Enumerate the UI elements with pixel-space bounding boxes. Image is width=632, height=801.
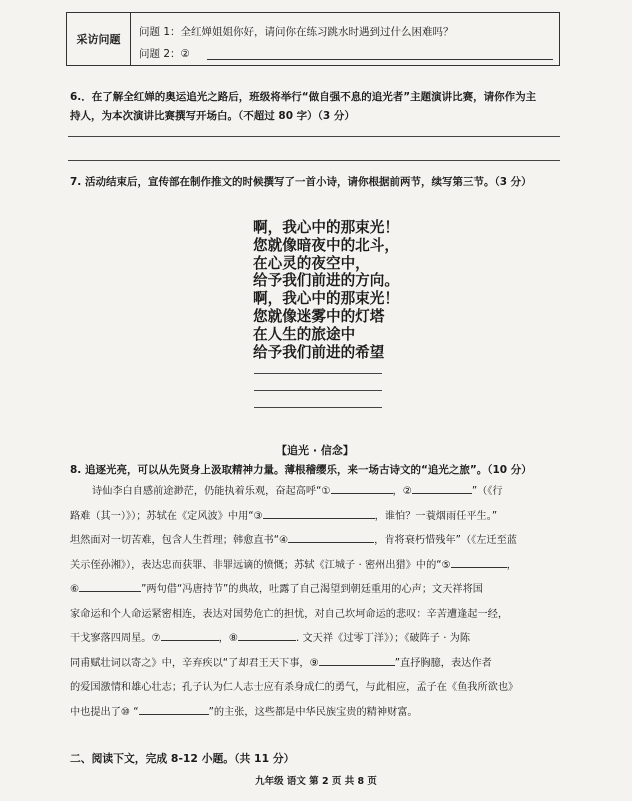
table-divider <box>130 13 131 65</box>
blank-4[interactable] <box>288 530 374 543</box>
interview-table <box>66 12 560 66</box>
q8-line: 路难（其一）》）；苏轼在《定风波》中用“③ ，谁怕？一蓑烟雨任平生。” <box>70 505 518 530</box>
question-8-body <box>70 480 518 725</box>
poem-line: 在人生的旅途中 <box>253 325 356 343</box>
poem-answer-line-1[interactable] <box>254 373 382 374</box>
q8-line: ⑥ ”两句借“冯唐持节”的典故，吐露了自己渴望到朝廷重用的心声；文天祥将国 <box>70 578 518 603</box>
q8-line: 坦然面对一切苦难，包含人生哲理；韩愈直书“④ ，肯将衰朽惜残年”（《左迁至蓝 <box>70 529 518 554</box>
blank-10[interactable] <box>139 702 209 715</box>
q8-line: 中也提出了⑩ “ ”的主张，这些都是中华民族宝贵的精神财富。 <box>70 701 518 726</box>
question-2-answer-line[interactable] <box>207 59 553 60</box>
blank-8[interactable] <box>238 628 296 641</box>
part-2-heading: 二、阅读下文，完成 8-12 小题。（共 11 分） <box>70 752 295 765</box>
poem <box>253 219 399 361</box>
q6-answer-line-2[interactable] <box>68 160 560 161</box>
poem-answer-line-2[interactable] <box>254 390 382 391</box>
section-title: 【追光 · 信念】 <box>276 444 354 457</box>
interview-question-1: 问题 1：全红婵姐姐你好，请问你在练习跳水时遇到过什么困难吗？ <box>139 26 454 38</box>
blank-5[interactable] <box>451 555 507 568</box>
q8-line: 诗仙李白自感前途渺茫，仍能执着乐观，奋起高呼“① ，② ”（《行 <box>70 480 518 505</box>
poem-line: 给予我们前进的方向。 <box>253 272 399 290</box>
poem-line: 您就像迷雾中的灯塔 <box>253 307 385 325</box>
poem-line: 在心灵的夜空中， <box>253 254 370 272</box>
poem-line: 啊，我心中的那束光！ <box>253 219 399 236</box>
question-6 <box>70 88 536 126</box>
blank-9[interactable] <box>319 653 395 666</box>
blank-1[interactable] <box>331 481 393 494</box>
blank-2[interactable] <box>412 481 472 494</box>
table-header: 采访问题 <box>76 33 121 46</box>
q8-line: 家命运和个人命运紧密相连，表达对国势危亡的担忧，对自己坎坷命运的悲叹：辛苦遭逢起一经， <box>70 608 509 620</box>
question-6-line-2: 持人，为本次演讲比赛撰写开场白。（不超过 80 字）（3 分） <box>70 110 355 122</box>
blank-6[interactable] <box>79 579 141 592</box>
blank-3[interactable] <box>263 506 375 519</box>
blank-7[interactable] <box>161 628 219 641</box>
poem-answer-line-3[interactable] <box>254 407 382 408</box>
interview-question-2: 问题 2：② <box>139 48 190 60</box>
question-8-intro: 8. 追逐光亮，可以从先贤身上汲取精神力量。薄根稽缨乐，来一场古诗文的“追光之旅”。（10 分） <box>70 464 532 476</box>
poem-line: 啊，我心中的那束光！ <box>253 290 399 308</box>
q8-line: 干戈寥落四周星。⑦ ，⑧ . 文天祥《过零丁洋》）；《破阵子 · 为陈 <box>70 627 518 652</box>
q8-line: 关示侄孙湘》），表达忠而获罪、非罪远谪的愤慨；苏轼《江城子 · 密州出猎》中的“⑤ ， <box>70 554 518 579</box>
question-6-line-1: 6.．在了解全红婵的奥运追光之路后，班级将举行“做自强不息的追光者”主题演讲比赛，请你作为主 <box>70 91 537 103</box>
q8-line: 的爱国激情和雄心壮志；孔子认为仁人志士应有杀身成仁的勇气，与此相应，孟子在《鱼我所欲也》 <box>70 682 519 693</box>
q8-line: 同甫赋壮词以寄之》中，辛弃疾以“了却君王天下事，⑨ ”直抒胸臆，表达作者 <box>70 652 518 677</box>
q6-answer-line-1[interactable] <box>68 136 560 137</box>
poem-line: 给予我们前进的希望 <box>253 343 385 361</box>
question-7: 7. 活动结束后，宣传部在制作推文的时候撰写了一首小诗，请你根据前两节，续写第三节。（3 分） <box>70 176 532 188</box>
poem-line: 您就像暗夜中的北斗， <box>253 236 399 254</box>
page-footer: 九年级 语文 第 2 页 共 8 页 <box>255 776 377 787</box>
